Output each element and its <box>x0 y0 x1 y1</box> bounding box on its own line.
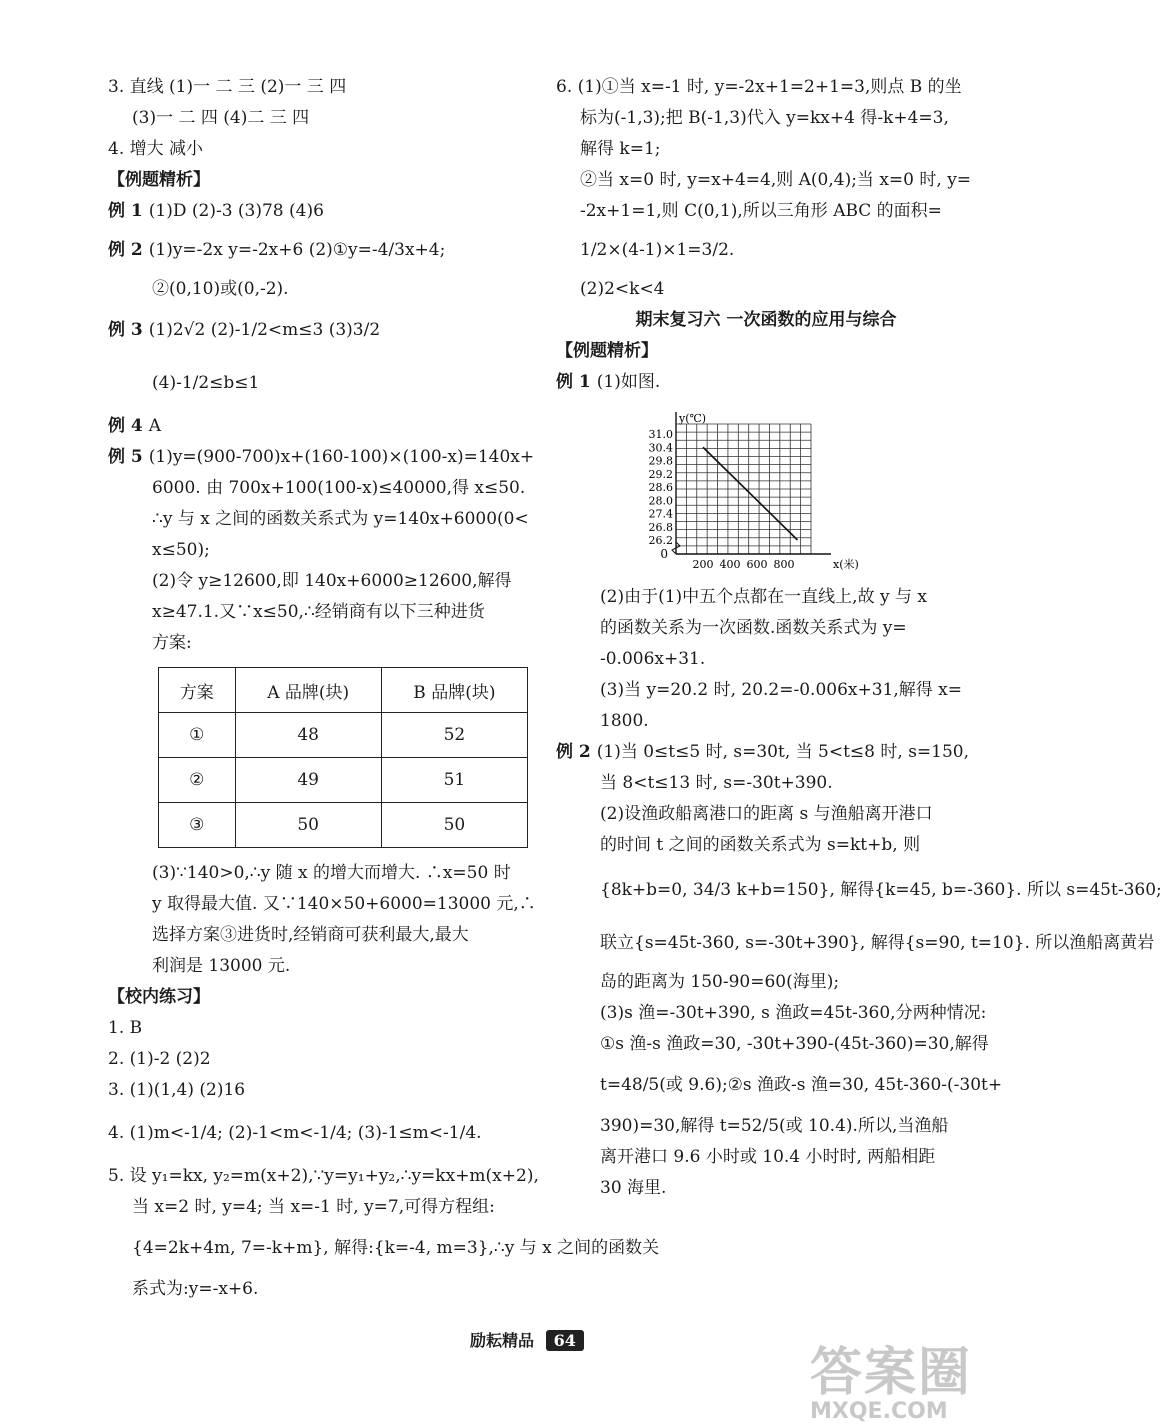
y-tick-label: 27.4 <box>648 507 673 521</box>
section-heading: 【校内练习】 <box>108 987 210 1007</box>
text-line: x≤50); <box>152 540 210 560</box>
y-tick-label: 29.8 <box>648 454 673 468</box>
page-footer <box>470 1328 584 1351</box>
watermark-logo: 答案圈 <box>810 1343 973 1403</box>
section-title: 期末复习六 一次函数的应用与综合 <box>635 310 897 330</box>
text-line: 的函数关系为一次函数.函数关系式为 y= <box>600 618 907 638</box>
table-cell: 50 <box>235 803 381 848</box>
text-line: -0.006x+31. <box>600 649 706 669</box>
example-1 <box>556 367 976 398</box>
text-line: 解得 k=1; <box>580 139 661 159</box>
section-heading: 【例题精析】 <box>556 341 658 361</box>
example-text: (1)D (2)-3 (3)78 (4)6 <box>148 201 324 221</box>
text-line: 4. (1)m<-1/4; (2)-1<m<-1/4; (3)-1≤m<-1/4. <box>108 1123 482 1143</box>
example-label: 例 3 <box>108 320 143 340</box>
text-line: (2)设渔政船离港口的距离 s 与渔船离开港口 <box>600 804 933 824</box>
text-line: {8k+b=0, 34/3 k+b=150}, 解得{k=45, b=-360}. 所以 s=45t-360; <box>600 880 1162 900</box>
text-line: ∴y 与 x 之间的函数关系式为 y=140x+6000(0< <box>152 509 529 529</box>
example-label: 例 1 <box>108 201 143 221</box>
text-line: ②(0,10)或(0,-2). <box>152 279 289 299</box>
text-line: x≥47.1.又∵x≤50,∴经销商有以下三种进货 <box>152 602 485 622</box>
y-tick-label: 29.2 <box>648 467 673 481</box>
table-header: 方案 <box>159 668 236 713</box>
text-line: 当 8<t≤13 时, s=-30t+390. <box>600 773 833 793</box>
text-line: 3. (1)(1,4) (2)16 <box>108 1080 246 1100</box>
example-label: 例 1 <box>556 372 591 392</box>
text-line: 1. B <box>108 1018 143 1038</box>
text-line: (2)令 y≥12600,即 140x+6000≥12600,解得 <box>152 571 512 591</box>
text-line: (2)由于(1)中五个点都在一直线上,故 y 与 x <box>600 587 927 607</box>
y-tick-label: 26.8 <box>648 520 673 534</box>
example-label: 例 4 <box>108 416 143 436</box>
text-line: 选择方案③进货时,经销商可获利最大,最大 <box>152 925 469 945</box>
text-line: -2x+1=1,则 C(0,1),所以三角形 ABC 的面积= <box>580 201 942 221</box>
example-text: (1)y=-2x y=-2x+6 (2)①y=-4/3x+4; <box>148 240 446 260</box>
table-header: B 品牌(块) <box>381 668 527 713</box>
text-line: 方案: <box>152 633 192 653</box>
example-5 <box>108 442 535 473</box>
y-tick-label: 30.4 <box>648 441 673 455</box>
brand-label: 励耘精品 <box>470 1331 535 1350</box>
example-1 <box>108 196 528 227</box>
chart-svg <box>626 404 859 576</box>
example-3 <box>108 315 528 346</box>
text-line: 6. (1)①当 x=-1 时, y=-2x+1=2+1=3,则点 B 的坐 <box>556 77 962 97</box>
x-tick-label: 600 <box>746 558 768 571</box>
text-line: 1/2×(4-1)×1=3/2. <box>580 240 735 260</box>
text-line: {4=2k+4m, 7=-k+m}, 解得:{k=-4, m=3},∴y 与 x 之间的函数关 <box>132 1238 660 1258</box>
text-line: 当 x=2 时, y=4; 当 x=-1 时, y=7,可得方程组: <box>132 1197 495 1217</box>
y-tick-label: 28.0 <box>648 494 673 508</box>
watermark-url: MXQE.COM <box>810 1399 948 1424</box>
text-line: 4. 增大 减小 <box>108 139 204 159</box>
watermark <box>810 1330 972 1424</box>
text-line: 390)=30,解得 t=52/5(或 10.4).所以,当渔船 <box>600 1116 949 1136</box>
text-line: ②当 x=0 时, y=x+4=4,则 A(0,4);当 x=0 时, y= <box>580 170 972 190</box>
example-text: (1)当 0≤t≤5 时, s=30t, 当 5<t≤8 时, s=150, <box>596 742 970 762</box>
text-line: 6000. 由 700x+100(100-x)≤40000,得 x≤50. <box>152 478 526 498</box>
text-line: 离开港口 9.6 小时或 10.4 小时时, 两船相距 <box>600 1147 936 1167</box>
x-axis-label: x(米) <box>833 558 859 571</box>
text-line: ①s 渔-s 渔政=30, -30t+390-(45t-360)=30,解得 <box>600 1034 989 1054</box>
text-line: (4)-1/2≤b≤1 <box>152 373 260 393</box>
text-line: (3)s 渔=-30t+390, s 渔政=45t-360,分两种情况: <box>600 1003 987 1023</box>
x-tick-label: 400 <box>719 558 741 571</box>
text-line: 5. 设 y₁=kx, y₂=m(x+2),∵y=y₁+y₂,∴y=kx+m(x+2), <box>108 1166 539 1186</box>
text-line: (3)一 二 四 (4)二 三 四 <box>132 108 310 128</box>
y-tick-label: 31.0 <box>648 428 673 441</box>
text-line: 系式为:y=-x+6. <box>132 1279 259 1299</box>
text-line: (2)2<k<4 <box>580 279 665 299</box>
x-tick-label: 200 <box>692 558 714 571</box>
example-4 <box>108 411 528 442</box>
table-cell: ③ <box>159 803 236 848</box>
text-line: 利润是 13000 元. <box>152 956 291 976</box>
section-heading: 【例题精析】 <box>108 170 210 190</box>
table-cell: 48 <box>235 713 381 758</box>
example-text: (1)2√2 (2)-1/2<m≤3 (3)3/2 <box>148 320 381 340</box>
table-cell: ② <box>159 758 236 803</box>
text-line: 1800. <box>600 711 649 731</box>
example-label: 例 2 <box>556 742 591 762</box>
page-number: 64 <box>546 1330 584 1351</box>
x-tick-label: 800 <box>773 558 795 571</box>
table-cell: ① <box>159 713 236 758</box>
text-line: 的时间 t 之间的函数关系式为 s=kt+b, 则 <box>600 835 921 855</box>
text-line: y 取得最大值. 又∵140×50+6000=13000 元,∴ <box>152 894 536 914</box>
example-2 <box>556 737 976 768</box>
table-row <box>159 803 528 848</box>
text-line: (3)∵140>0,∴y 随 x 的增大而增大. ∴x=50 时 <box>152 863 511 883</box>
text-line: 3. 直线 (1)一 二 三 (2)一 三 四 <box>108 77 347 97</box>
text-line: 岛的距离为 150-90=60(海里); <box>600 972 840 992</box>
example-text: (1)如图. <box>596 372 661 392</box>
table-cell: 49 <box>235 758 381 803</box>
table-cell: 51 <box>381 758 527 803</box>
text-line: 30 海里. <box>600 1178 667 1198</box>
example-text: A <box>148 416 162 436</box>
origin-label: 0 <box>660 547 668 561</box>
temperature-chart <box>626 404 859 576</box>
example-label: 例 2 <box>108 240 143 260</box>
y-axis-label: y(℃) <box>679 412 707 425</box>
table-cell: 50 <box>381 803 527 848</box>
example-2 <box>108 235 528 266</box>
y-tick-label: 28.6 <box>648 481 673 494</box>
text-line: 2. (1)-2 (2)2 <box>108 1049 211 1069</box>
plan-table <box>158 667 528 848</box>
text-line: 联立{s=45t-360, s=-30t+390}, 解得{s=90, t=10}. 所以渔船离黄岩 <box>600 933 1155 953</box>
text-line: (3)当 y=20.2 时, 20.2=-0.006x+31,解得 x= <box>600 680 963 700</box>
table-header: A 品牌(块) <box>235 668 381 713</box>
y-tick-label: 26.2 <box>648 534 673 547</box>
text-line: 标为(-1,3);把 B(-1,3)代入 y=kx+4 得-k+4=3, <box>580 108 949 128</box>
table-row <box>159 758 528 803</box>
table-cell: 52 <box>381 713 527 758</box>
text-line: t=48/5(或 9.6);②s 渔政-s 渔=30, 45t-360-(-30t+ <box>600 1075 1003 1095</box>
example-text: (1)y=(900-700)x+(160-100)×(100-x)=140x+ <box>148 447 535 467</box>
table-header-row <box>159 668 528 713</box>
right-column <box>556 72 1162 1204</box>
table-row <box>159 713 528 758</box>
example-label: 例 5 <box>108 447 143 467</box>
